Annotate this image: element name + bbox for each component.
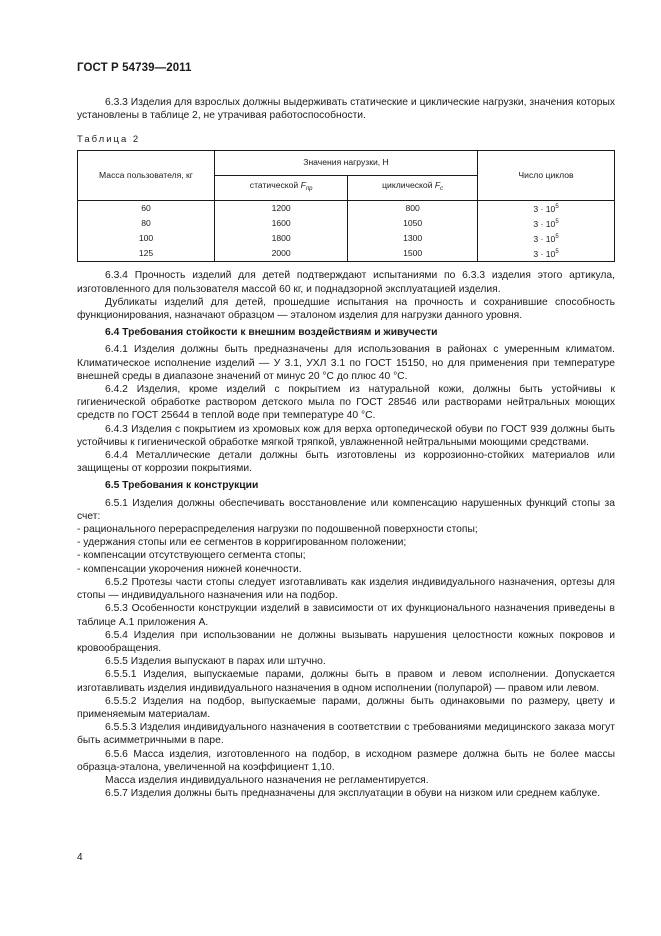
list-item: - компенсации отсутствующего сегмента стопы; xyxy=(77,550,306,562)
cell-cycles: $3 \cdot 10^5$ xyxy=(478,246,615,262)
cell-cycles: $3 \cdot 10^5$ xyxy=(478,216,615,231)
section-heading-6-4: 6.4 Требования стойкости к внешним воздействиям и живучести xyxy=(105,327,438,339)
paragraph-6-5-7: 6.5.7 Изделия должны быть предназначены для эксплуатации в обуви на низком или среднем каблуке. xyxy=(105,788,601,800)
paragraph-6-5-1: 6.5.1 Изделия должны обеспечивать восстановление или компенсацию нарушенных функций стопы за счет: xyxy=(77,497,615,522)
cell-static: 1600 xyxy=(215,216,348,231)
standard-header: ГОСТ Р 54739—2011 xyxy=(77,62,192,74)
section-heading-6-5: 6.5 Требования к конструкции xyxy=(105,480,259,492)
cell-cyclic: 1300 xyxy=(348,231,478,246)
cell-cycles: $3 \cdot 10^5$ xyxy=(478,200,615,216)
table-row xyxy=(78,216,615,231)
list-item: - удержания стопы или ее сегментов в корригированном положении; xyxy=(77,537,407,549)
list-item: - рационального перераспределения нагрузки по подошвенной поверхности стопы; xyxy=(77,524,478,536)
header-cyclic: циклической $F_с$ xyxy=(348,175,478,200)
document-body xyxy=(77,96,615,800)
cell-mass: 60 xyxy=(78,200,215,216)
load-table xyxy=(77,150,615,263)
paragraph-6-4-2: 6.4.2 Изделия, кроме изделий с покрытием из натуральной кожи, должны быть устойчивы к гигиенической обработке раствором детского мыла по ГОСТ 28546 или растворами нейтральных моющих средств по ГОСТ 25644 в теплой воде при температуре 40 °С. xyxy=(77,384,615,422)
header-cycles: Число циклов xyxy=(478,150,615,200)
table-row xyxy=(78,200,615,216)
paragraph-6-5-5-1: 6.5.5.1 Изделия, выпускаемые парами, должны быть в правом и левом исполнении. Допускается изготавливать изделия индивидуального назначения в одном исполнении (полупарой) — правом или левом. xyxy=(77,669,615,694)
paragraph-6-5-2: 6.5.2 Протезы части стопы следует изготавливать как изделия индивидуального назначения, ортезы для стопы — индивидуального назначения или на подбор. xyxy=(77,576,615,602)
paragraph-6-5-5-2: 6.5.5.2 Изделия на подбор, выпускаемые парами, должны быть одинаковыми по размеру, цвету и применяемым материалам. xyxy=(77,695,615,720)
header-load: Значения нагрузки, Н xyxy=(215,150,478,175)
paragraph-6-5-4: 6.5.4 Изделия при использовании не должны вызывать нарушения целостности кожных покровов и кровообращения. xyxy=(77,629,615,654)
paragraph-6-5-6-mass: Масса изделия индивидуального назначения не регламентируется. xyxy=(105,774,429,786)
paragraph-6-4-3: 6.4.3 Изделия с покрытием из хромовых кож для верха ортопедической обуви по ГОСТ 939 должны быть устойчивы к гигиенической обработке мягкой тряпкой, увлажненной нейтральными моющими средствами. xyxy=(77,423,615,448)
header-static: статической $F_{пр}$ xyxy=(215,175,348,200)
cell-mass: 125 xyxy=(78,246,215,262)
paragraph-6-4-4: 6.4.4 Металлические детали должны быть изготовлены из коррозионно-стойких материалов или защищены от коррозии покрытиями. xyxy=(77,450,615,475)
cell-mass: 80 xyxy=(78,216,215,231)
cell-cyclic: 1500 xyxy=(348,246,478,262)
cell-cyclic: 800 xyxy=(348,200,478,216)
list-item: - компенсации укорочения нижней конечности. xyxy=(77,563,302,575)
cell-cyclic: 1050 xyxy=(348,216,478,231)
paragraph-6-3-4-duplicates: Дубликаты изделий для детей, прошедшие испытания на прочность и сохранившие способность функционирования, назначают образцом — эталоном изделия для нагрузки данного уровня. xyxy=(77,296,615,322)
paragraph-6-4-1: 6.4.1 Изделия должны быть предназначены для использования в районах с умеренным климатом. Климатическое исполнение изделий — У 3.1, УХЛ 3.1 по ГОСТ 15150, но для применения при температуре внешней среды в диапазоне значений от минус 20 °С до плюс 40 °С. xyxy=(77,344,615,382)
paragraph-6-3-4: 6.3.4 Прочность изделий для детей подтверждают испытаниями по 6.3.3 изделия этого артикула, изготовленного для пользователя массой 60 кг, и поднадзорной эксплуатацией изделия. xyxy=(77,270,615,295)
table-row xyxy=(78,231,615,246)
page-number: 4 xyxy=(77,852,83,863)
cell-cycles: $3 \cdot 10^5$ xyxy=(478,231,615,246)
cell-static: 1800 xyxy=(215,231,348,246)
paragraph-6-5-3: 6.5.3 Особенности конструкции изделий в зависимости от их функционального назначения приведены в таблице А.1 приложения А. xyxy=(77,603,615,628)
cell-mass: 100 xyxy=(78,231,215,246)
table-caption: Таблица 2 xyxy=(77,134,141,146)
cell-static: 1200 xyxy=(215,200,348,216)
cell-static: 2000 xyxy=(215,246,348,262)
header-mass: Масса пользователя, кг xyxy=(78,150,215,200)
paragraph-6-5-6: 6.5.6 Масса изделия, изготовленного на подбор, в исходном размере должна быть не более массы образца-эталона, увеличенной на коэффициент 1,10. xyxy=(77,748,615,773)
table-row xyxy=(78,246,615,262)
paragraph-6-5-5: 6.5.5 Изделия выпускают в парах или штучно. xyxy=(105,656,326,668)
paragraph-6-5-5-3: 6.5.5.3 Изделия индивидуального назначения в соответствии с требованиями медицинского заказа могут быть асимметричными в паре. xyxy=(77,722,615,747)
paragraph-6-3-3: 6.3.3 Изделия для взрослых должны выдерживать статические и циклические нагрузки, значения которых установлены в таблице 2, не утрачивая работоспособности. xyxy=(77,97,615,122)
